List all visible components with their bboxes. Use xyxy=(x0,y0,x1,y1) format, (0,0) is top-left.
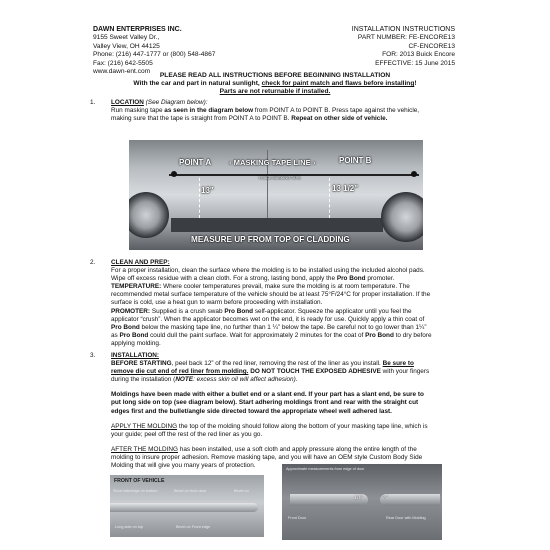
molding-strip xyxy=(110,503,258,512)
promoter-text: applicator “crush”. When the applicator becomes wet on the end, it is ready for use. Quickly apply a thin coat of xyxy=(111,315,425,323)
part-number: PART NUMBER: FE-ENCORE13 xyxy=(357,34,455,42)
read-notice xyxy=(80,72,470,97)
photo-note: Approximate measurements from edge of door xyxy=(286,467,365,471)
effective-date: EFFECTIVE: 15 June 2015 xyxy=(375,59,455,67)
front-wheel xyxy=(129,192,169,238)
apply-text: your guide; peel off the rest of the red liner as you go. xyxy=(111,430,263,438)
point-b-marker xyxy=(411,171,417,177)
install-text: during the installation ( xyxy=(111,376,176,384)
location-emphasis: as seen in the diagram below xyxy=(164,107,254,115)
front-door-label: Front Door xyxy=(288,516,307,520)
product-name: Pro Bond xyxy=(365,331,394,339)
rear-door-label: Rear Door with Molding xyxy=(386,516,426,520)
photo-note: Short side/edge on bottom xyxy=(113,489,158,493)
tape-small-label: PLACE MASKING TAPE xyxy=(259,176,301,180)
prep-text: Wipe off excess residue with a clean cloth. For a strong, lasting bond, apply the xyxy=(111,275,337,283)
temperature-text: surface is cold, use a heat gun to warm before proceeding with installation. xyxy=(111,299,323,307)
photo-note: Bevel on xyxy=(234,489,249,493)
product-name: Pro Bond xyxy=(336,275,366,283)
point-b-label: POINT B xyxy=(339,156,372,165)
install-emphasis: BEFORE STARTING xyxy=(111,360,172,368)
measurement-b: 13 1/2" xyxy=(332,184,359,193)
company-name: DAWN ENTERPRISES INC. xyxy=(93,26,182,33)
location-emphasis: Repeat on other side of vehicle. xyxy=(291,115,388,123)
address-line-1: 9155 Sweet Valley Dr., xyxy=(93,34,160,42)
rear-wheel xyxy=(381,192,423,242)
section-title: CLEAN AND PREP: xyxy=(111,259,170,266)
measure-marker-b xyxy=(329,178,330,218)
promoter-text: below the masking tape line, no further than 1 ¼” below the tape. Be careful not to go lower than 1¼” xyxy=(139,323,427,331)
location-text: Run masking tape xyxy=(111,107,165,115)
section-number: 3. xyxy=(90,352,96,359)
document-info xyxy=(352,26,455,68)
section-clean-prep xyxy=(84,259,464,348)
photo-caption: MEASURE UP FROM TOP OF CLADDING xyxy=(191,235,350,244)
molding-end-note: edges first and the bullet/angle side directed toward the appropriate wheel well adhered last. xyxy=(111,407,392,415)
masking-tape-label: ‹ MASKING TAPE LINE › xyxy=(229,158,316,167)
install-warning: remove die cut end of red liner from molding. xyxy=(111,368,249,376)
prep-text: promoter. xyxy=(365,275,395,283)
molding-end-note: put long side on top (see diagram below). Start adhering moldings front and rear with the straight cut xyxy=(111,399,419,407)
notice-emphasis: check for paint match and flaws before installing xyxy=(261,80,415,88)
after-text: has been installed, use a soft cloth and apply pressure along the entire length of the xyxy=(178,445,417,453)
location-text: making sure that the tape is straight from POINT A to POINT B. xyxy=(111,115,292,123)
promoter-text: self-applicator. Squeeze the applicator until you feel the xyxy=(253,307,412,315)
install-text: , peel back 12” of the red liner, removing the rest of the liner as you install. xyxy=(171,360,383,368)
part-number-2: CF-ENCORE13 xyxy=(408,42,455,50)
temperature-heading: TEMPERATURE: xyxy=(111,283,162,291)
after-heading: AFTER THE MOLDING xyxy=(111,445,178,453)
prep-text: For a proper installation, clean the surface where the molding is to be installed using the included alcohol pads. xyxy=(111,267,425,275)
lower-cladding xyxy=(171,218,383,232)
notice-line-2 xyxy=(80,80,470,88)
website: www.dawn-ent.com xyxy=(93,68,151,76)
temperature-text: Where cooler temperatures prevail, make sure the molding is at room temperature. The xyxy=(161,283,410,291)
after-text: Molding that will give you many years of protection. xyxy=(111,462,256,470)
apply-heading: APPLY THE MOLDING xyxy=(111,422,178,430)
photo-note: Bevel on Front edge xyxy=(176,525,211,529)
molding-end-note: Moldings have been made with either a bullet end or a slant end. If your part has a slant end, be sure to xyxy=(111,391,424,399)
section-title: LOCATION xyxy=(111,99,144,106)
phone: Phone: (216) 447-1777 or (800) 548-4867 xyxy=(93,51,216,59)
note-text: : excess skin oil will affect adhesion). xyxy=(193,376,298,384)
install-warning: Be sure to xyxy=(382,360,414,368)
product-name: Pro Bond xyxy=(119,331,149,339)
door-gap-photo xyxy=(282,464,442,540)
rear-molding xyxy=(380,494,440,506)
promoter-heading: PROMOTER: xyxy=(111,307,151,315)
promoter-text: as xyxy=(111,331,120,339)
section-installation xyxy=(84,352,464,470)
product-name: Pro Bond xyxy=(224,307,254,315)
location-text: from POINT A to POINT B. Press tape against the vehicle, xyxy=(253,107,420,115)
promoter-text: applying molding. xyxy=(111,339,161,347)
address-line-2: Valley View, OH 44125 xyxy=(93,42,160,50)
notice-punct: ! xyxy=(414,80,417,88)
vehicle-diagram-photo xyxy=(129,140,423,250)
apply-text: the top of the molding should follow along the bottom of your masking tape line, which is xyxy=(177,422,428,430)
notice-text: With the car and part in natural sunlight, xyxy=(133,80,262,88)
molding-orientation-photo xyxy=(110,475,264,537)
notice-line-1: PLEASE READ ALL INSTRUCTIONS BEFORE BEGINNING INSTALLATION xyxy=(159,72,391,79)
install-text: with your fingers xyxy=(380,368,430,376)
note-label: NOTE xyxy=(175,376,194,384)
promoter-text: to dry before xyxy=(393,331,432,339)
temperature-text: recommended metal surface temperature of the vehicle should be at least 75°F/24°C for proper installation. If the xyxy=(111,291,431,299)
section-location xyxy=(84,99,464,123)
section-number: 2. xyxy=(90,259,96,266)
point-a-marker xyxy=(171,171,177,177)
install-emphasis: DO NOT TOUCH THE EXPOSED ADHESIVE xyxy=(248,368,381,376)
after-text: molding to insure proper adhesion. Remove masking tape, and you will have an OEM style Custom Body Side xyxy=(111,453,423,461)
company-info xyxy=(93,26,215,76)
promoter-text: Supplied is a crush swab xyxy=(150,307,225,315)
measure-marker-a xyxy=(199,178,200,218)
gap-dimension-2: ¼" xyxy=(382,495,389,501)
vehicle-fitment: FOR: 2013 Buick Encore xyxy=(382,51,455,59)
photo-note: Bevel on front door xyxy=(174,489,207,493)
notice-line-3: Parts are not returnable if installed. xyxy=(219,88,331,96)
document-title: INSTALLATION INSTRUCTIONS xyxy=(351,26,455,33)
section-title-note: (See Diagram below): xyxy=(143,99,208,106)
product-name: Pro Bond xyxy=(111,323,140,331)
photo-note: Long side on top xyxy=(115,525,144,529)
measurement-a: 13" xyxy=(201,186,214,195)
section-number: 1. xyxy=(90,99,96,106)
promoter-text: could dull the paint surface. Wait for approximately 2 minutes for the coat of xyxy=(148,331,366,339)
fax: Fax: (216) 642-5505 xyxy=(93,59,153,67)
front-of-vehicle-label: FRONT OF VEHICLE xyxy=(114,478,165,484)
gap-dimension-1: 1/8" xyxy=(354,495,364,501)
point-a-label: POINT A xyxy=(179,158,212,167)
section-title: INSTALLATION: xyxy=(111,352,160,359)
